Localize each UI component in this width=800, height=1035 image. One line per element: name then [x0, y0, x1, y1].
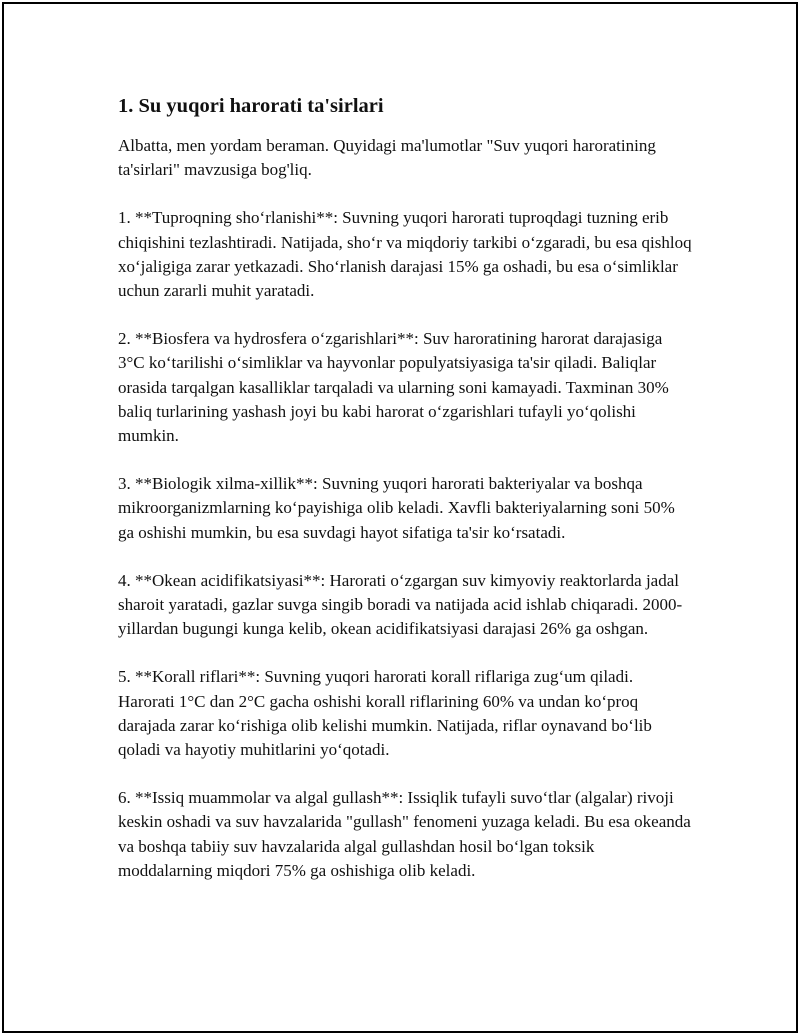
paragraph-coral-reefs: 5. **Korall riflari**: Suvning yuqori harorati korall riflariga zug‘um qiladi. Harorati 1°C dan 2°C gacha oshishi korall riflarining 60% va undan ko‘proq darajada zarar ko‘rishiga olib kelishi mumkin. Natijada, riflar oynavand bo‘lib qoladi va hayotiy muhitlarini yo‘qotadi.: [118, 667, 652, 760]
paragraph-soil-salinization: 1. **Tuproqning sho‘rlanishi**: Suvning yuqori harorati tuproqdagi tuzning erib chiqishini tezlashtiradi. Natijada, sho‘r va miqdoriy tarkibi o‘zgaradi, bu esa qishloq xo‘jaligiga zarar yetkazadi. Sho‘rlanish darajasi 15% ga oshadi, bu esa o‘simliklar uchun zararli muhit yaratadi.: [118, 208, 692, 301]
intro-paragraph: Albatta, men yordam beraman. Quyidagi ma'lumotlar "Suv yuqori haroratining ta'sirlari" mavzusiga bog'liq.: [118, 136, 656, 180]
paragraph-algal-bloom: 6. **Issiq muammolar va algal gullash**: Issiqlik tufayli suvo‘tlar (algalar) rivoji keskin oshadi va suv havzalarida "gullash" fenomeni yuzaga keladi. Bu esa okeanda va boshqa tabiiy suv havzalarida algal gullashdan hosil bo‘lgan toksik moddalarning miqdori 75% ga oshishiga olib keladi.: [118, 788, 691, 880]
paragraph-biosphere-hydrosphere: 2. **Biosfera va hydrosfera o‘zgarishlari**: Suv haroratining harorat darajasiga 3°C ko‘tarilishi o‘simliklar va hayvonlar populyatsiyasiga ta'sir qiladi. Baliqlar orasida tarqalgan kasalliklar tarqaladi va ularning soni kamayadi. Taxminan 30% baliq turlarining yashash joyi bu kabi harorat o‘zgarishlari tufayli yo‘qolishi mumkin.: [118, 329, 669, 446]
paragraph-biodiversity: 3. **Biologik xilma-xillik**: Suvning yuqori harorati bakteriyalar va boshqa mikroorganizmlarning ko‘payishiga olib keladi. Xavfli bakteriyalarning soni 50% ga oshishi mumkin, bu esa suvdagi hayot sifatiga ta'sir ko‘rsatadi.: [118, 474, 675, 542]
document-body: [118, 93, 693, 907]
paragraph-ocean-acidification: 4. **Okean acidifikatsiyasi**: Harorati o‘zgargan suv kimyoviy reaktorlarda jadal sharoit yaratadi, gazlar suvga singib boradi va natijada acid ishlab chiqaradi. 2000-yillardan bugungi kunga kelib, okean acidifikatsiyasi darajasi 26% ga oshgan.: [118, 570, 683, 639]
document-heading: 1. Su yuqori harorati ta'sirlari: [118, 95, 384, 117]
